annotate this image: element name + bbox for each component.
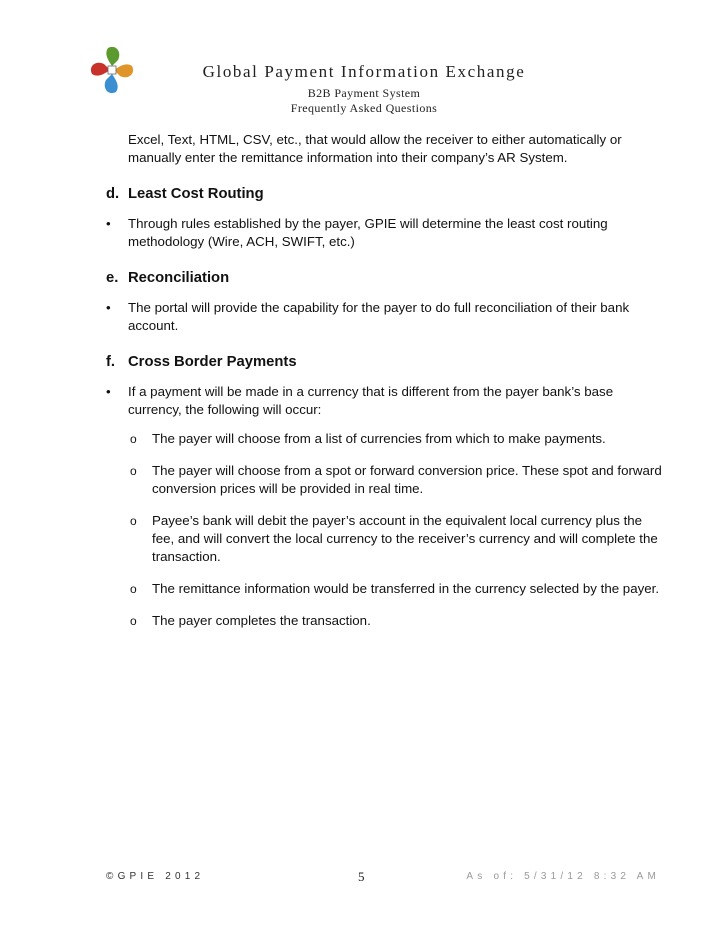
footer-copyright: ©GPIE 2012 [106, 871, 205, 882]
document-subtitle-faq: Frequently Asked Questions [290, 101, 438, 115]
section-f-heading [106, 353, 666, 371]
section-d-title: Least Cost Routing [128, 186, 264, 202]
document-title: Global Payment Information Exchange [202, 62, 526, 81]
intro-continuation-paragraph: Excel, Text, HTML, CSV, etc., that would allow the receiver to either automatically or manually enter the remittance information into their company’s AR System. [128, 132, 622, 165]
bullet-mark: • [106, 300, 111, 315]
sub-list-item [128, 430, 666, 448]
sub-item-text: The payer will choose from a list of currencies from which to make payments. [152, 431, 606, 446]
bullet-mark: • [106, 216, 111, 231]
bullet-mark: • [106, 384, 111, 399]
document-subtitle: B2B Payment System [307, 86, 421, 100]
footer-page-number: 5 [358, 869, 365, 884]
sub-item-text: The payer completes the transaction. [152, 613, 371, 628]
sub-bullet-mark: o [130, 582, 137, 596]
section-d-bullet-text: Through rules established by the payer, GPIE will determine the least cost routing methodology (Wire, ACH, SWIFT, etc.) [128, 216, 608, 249]
section-d-bullet [106, 215, 666, 251]
section-f-sub-list [128, 430, 666, 630]
sub-bullet-mark: o [130, 614, 137, 628]
section-e-bullet-text: The portal will provide the capability for the payer to do full reconciliation of their bank account. [128, 300, 630, 333]
section-e-bullet [106, 299, 666, 335]
sub-item-text: The payer will choose from a spot or forward conversion price. These spot and forward conversion prices will be provided in real time. [152, 463, 662, 496]
section-e-heading [106, 269, 666, 287]
section-f-bullet-text: If a payment will be made in a currency that is different from the payer bank’s base currency, the following will occur: [128, 384, 614, 417]
sub-list-item [128, 580, 666, 598]
sub-item-text: The remittance information would be transferred in the currency selected by the payer. [152, 581, 660, 596]
section-e-letter: e. [106, 270, 119, 286]
section-f-letter: f. [106, 354, 116, 370]
footer-as-of-date: As of: 5/31/12 8:32 AM [466, 871, 660, 882]
section-f-bullet [106, 383, 666, 419]
section-f-title: Cross Border Payments [128, 354, 297, 370]
section-e-title: Reconciliation [128, 270, 230, 286]
sub-list-item [128, 612, 666, 630]
sub-bullet-mark: o [130, 432, 137, 446]
sub-list-item [128, 462, 666, 498]
document-body [106, 131, 666, 644]
section-d-letter: d. [106, 186, 120, 202]
sub-list-item [128, 512, 666, 566]
sub-bullet-mark: o [130, 514, 137, 528]
sub-bullet-mark: o [130, 464, 137, 478]
sub-item-text: Payee’s bank will debit the payer’s account in the equivalent local currency plus the fee, and will convert the local currency to the receiver’s currency and will complete the transaction. [152, 513, 658, 564]
section-d-heading [106, 185, 666, 203]
